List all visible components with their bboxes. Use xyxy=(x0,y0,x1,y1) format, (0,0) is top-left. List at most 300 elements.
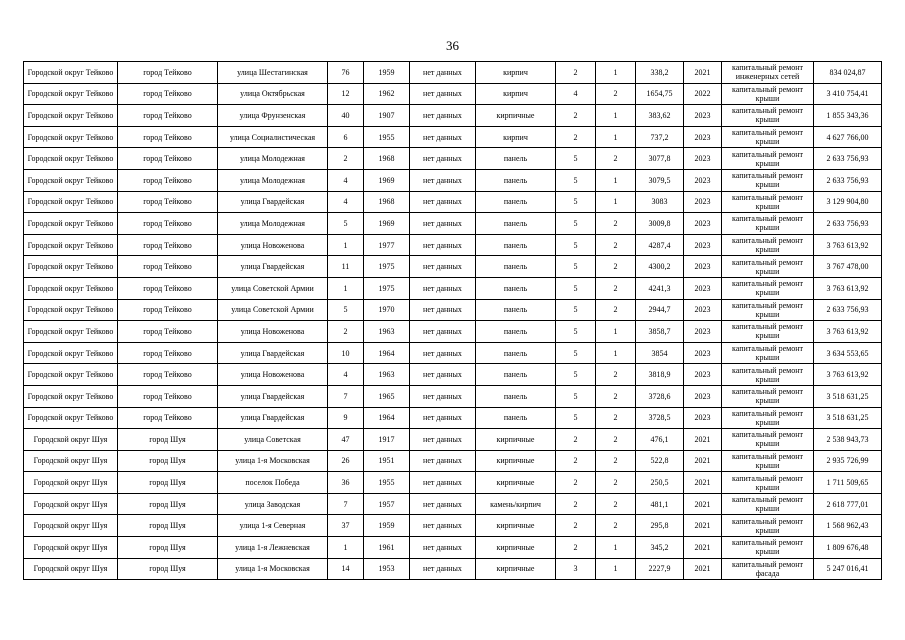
table-row xyxy=(24,277,882,299)
table-row xyxy=(24,537,882,559)
cell-work-type: капитальный ремонт крыши xyxy=(722,537,814,559)
cell-district: Городской округ Тейково xyxy=(24,83,118,105)
cell-wall-material: кирпичные xyxy=(476,515,556,537)
cell-condition: нет данных xyxy=(410,493,476,515)
cell-wall-material: панель xyxy=(476,234,556,256)
cell-wall-material: кирпичные xyxy=(476,105,556,127)
cell-year-built: 1907 xyxy=(364,105,410,127)
cell-house-number: 37 xyxy=(328,515,364,537)
cell-amount: 2 633 756,93 xyxy=(814,213,882,235)
cell-year-built: 1959 xyxy=(364,62,410,84)
cell-condition: нет данных xyxy=(410,169,476,191)
cell-street: улица Молодежная xyxy=(218,213,328,235)
cell-district: Городской округ Тейково xyxy=(24,191,118,213)
cell-wall-material: панель xyxy=(476,321,556,343)
table-row xyxy=(24,213,882,235)
page-number: 36 xyxy=(446,38,459,53)
cell-repair-year: 2023 xyxy=(684,234,722,256)
cell-repair-year: 2023 xyxy=(684,191,722,213)
cell-repair-year: 2023 xyxy=(684,105,722,127)
cell-wall-material: кирпичные xyxy=(476,450,556,472)
table-row xyxy=(24,450,882,472)
cell-floors: 5 xyxy=(556,191,596,213)
cell-amount: 2 633 756,93 xyxy=(814,148,882,170)
cell-year-built: 1965 xyxy=(364,385,410,407)
cell-locality: город Тейково xyxy=(118,342,218,364)
cell-district: Городской округ Тейково xyxy=(24,169,118,191)
cell-entrances: 2 xyxy=(596,213,636,235)
cell-street: улица Советской Армии xyxy=(218,277,328,299)
cell-work-type: капитальный ремонт крыши xyxy=(722,191,814,213)
cell-floors: 2 xyxy=(556,472,596,494)
table-row xyxy=(24,493,882,515)
cell-house-number: 5 xyxy=(328,299,364,321)
cell-district: Городской округ Тейково xyxy=(24,213,118,235)
cell-wall-material: панель xyxy=(476,299,556,321)
cell-street: улица Советской Армии xyxy=(218,299,328,321)
cell-work-type: капитальный ремонт фасада xyxy=(722,558,814,580)
cell-entrances: 1 xyxy=(596,191,636,213)
cell-repair-year: 2023 xyxy=(684,385,722,407)
cell-condition: нет данных xyxy=(410,105,476,127)
cell-entrances: 2 xyxy=(596,364,636,386)
cell-area: 250,5 xyxy=(636,472,684,494)
cell-wall-material: панель xyxy=(476,385,556,407)
cell-district: Городской округ Тейково xyxy=(24,342,118,364)
cell-entrances: 1 xyxy=(596,342,636,364)
cell-entrances: 2 xyxy=(596,429,636,451)
table-row xyxy=(24,472,882,494)
cell-repair-year: 2023 xyxy=(684,321,722,343)
cell-entrances: 2 xyxy=(596,472,636,494)
cell-amount: 3 518 631,25 xyxy=(814,385,882,407)
cell-work-type: капитальный ремонт крыши xyxy=(722,493,814,515)
table-body xyxy=(24,62,882,580)
table-row xyxy=(24,148,882,170)
cell-area: 4241,3 xyxy=(636,277,684,299)
cell-locality: город Тейково xyxy=(118,234,218,256)
cell-area: 3728,5 xyxy=(636,407,684,429)
cell-year-built: 1963 xyxy=(364,364,410,386)
cell-house-number: 1 xyxy=(328,234,364,256)
cell-work-type: капитальный ремонт крыши xyxy=(722,213,814,235)
cell-entrances: 1 xyxy=(596,126,636,148)
cell-floors: 5 xyxy=(556,407,596,429)
cell-area: 3728,6 xyxy=(636,385,684,407)
table-row xyxy=(24,126,882,148)
cell-condition: нет данных xyxy=(410,83,476,105)
cell-repair-year: 2022 xyxy=(684,83,722,105)
cell-year-built: 1951 xyxy=(364,450,410,472)
cell-condition: нет данных xyxy=(410,472,476,494)
cell-house-number: 12 xyxy=(328,83,364,105)
cell-locality: город Шуя xyxy=(118,515,218,537)
cell-street: улица Молодежная xyxy=(218,169,328,191)
cell-house-number: 11 xyxy=(328,256,364,278)
cell-wall-material: панель xyxy=(476,213,556,235)
cell-amount: 2 538 943,73 xyxy=(814,429,882,451)
cell-wall-material: кирпичные xyxy=(476,558,556,580)
cell-locality: город Тейково xyxy=(118,105,218,127)
cell-repair-year: 2023 xyxy=(684,299,722,321)
cell-locality: город Тейково xyxy=(118,364,218,386)
cell-district: Городской округ Тейково xyxy=(24,364,118,386)
cell-house-number: 4 xyxy=(328,191,364,213)
cell-area: 1654,75 xyxy=(636,83,684,105)
cell-area: 3083 xyxy=(636,191,684,213)
cell-district: Городской округ Тейково xyxy=(24,299,118,321)
cell-entrances: 2 xyxy=(596,256,636,278)
cell-work-type: капитальный ремонт крыши xyxy=(722,321,814,343)
cell-house-number: 4 xyxy=(328,364,364,386)
table-row xyxy=(24,169,882,191)
table-row xyxy=(24,429,882,451)
cell-repair-year: 2021 xyxy=(684,429,722,451)
cell-condition: нет данных xyxy=(410,515,476,537)
cell-district: Городской округ Шуя xyxy=(24,493,118,515)
cell-floors: 2 xyxy=(556,105,596,127)
cell-entrances: 2 xyxy=(596,148,636,170)
cell-house-number: 9 xyxy=(328,407,364,429)
cell-house-number: 1 xyxy=(328,277,364,299)
cell-work-type: капитальный ремонт крыши xyxy=(722,256,814,278)
cell-year-built: 1957 xyxy=(364,493,410,515)
cell-amount: 3 767 478,00 xyxy=(814,256,882,278)
cell-house-number: 2 xyxy=(328,321,364,343)
cell-year-built: 1955 xyxy=(364,126,410,148)
cell-repair-year: 2021 xyxy=(684,472,722,494)
cell-entrances: 2 xyxy=(596,493,636,515)
cell-condition: нет данных xyxy=(410,148,476,170)
cell-house-number: 47 xyxy=(328,429,364,451)
cell-street: улица 1-я Московская xyxy=(218,450,328,472)
cell-street: улица Октябрьская xyxy=(218,83,328,105)
cell-condition: нет данных xyxy=(410,407,476,429)
cell-wall-material: кирпичные xyxy=(476,472,556,494)
table-row xyxy=(24,342,882,364)
cell-street: улица Заводская xyxy=(218,493,328,515)
cell-year-built: 1953 xyxy=(364,558,410,580)
cell-house-number: 40 xyxy=(328,105,364,127)
cell-street: улица 1-я Лежневская xyxy=(218,537,328,559)
table-row xyxy=(24,62,882,84)
cell-district: Городской округ Шуя xyxy=(24,537,118,559)
cell-street: улица Шестагинская xyxy=(218,62,328,84)
cell-entrances: 1 xyxy=(596,321,636,343)
cell-district: Городской округ Шуя xyxy=(24,429,118,451)
cell-condition: нет данных xyxy=(410,299,476,321)
cell-floors: 2 xyxy=(556,450,596,472)
cell-district: Городской округ Тейково xyxy=(24,126,118,148)
cell-work-type: капитальный ремонт крыши xyxy=(722,364,814,386)
cell-condition: нет данных xyxy=(410,450,476,472)
cell-work-type: капитальный ремонт крыши xyxy=(722,407,814,429)
cell-floors: 5 xyxy=(556,256,596,278)
cell-condition: нет данных xyxy=(410,321,476,343)
cell-wall-material: панель xyxy=(476,169,556,191)
cell-work-type: капитальный ремонт крыши xyxy=(722,277,814,299)
cell-area: 737,2 xyxy=(636,126,684,148)
cell-wall-material: панель xyxy=(476,342,556,364)
cell-amount: 2 633 756,93 xyxy=(814,299,882,321)
table-row xyxy=(24,385,882,407)
cell-repair-year: 2021 xyxy=(684,558,722,580)
cell-area: 3079,5 xyxy=(636,169,684,191)
cell-year-built: 1955 xyxy=(364,472,410,494)
cell-wall-material: панель xyxy=(476,191,556,213)
cell-condition: нет данных xyxy=(410,429,476,451)
cell-year-built: 1977 xyxy=(364,234,410,256)
cell-wall-material: кирпич xyxy=(476,83,556,105)
table-row xyxy=(24,105,882,127)
cell-amount: 1 568 962,43 xyxy=(814,515,882,537)
cell-year-built: 1964 xyxy=(364,407,410,429)
cell-condition: нет данных xyxy=(410,537,476,559)
cell-wall-material: панель xyxy=(476,256,556,278)
table-row xyxy=(24,299,882,321)
cell-street: улица Гвардейская xyxy=(218,256,328,278)
cell-floors: 4 xyxy=(556,83,596,105)
cell-work-type: капитальный ремонт крыши xyxy=(722,234,814,256)
cell-repair-year: 2021 xyxy=(684,537,722,559)
cell-locality: город Шуя xyxy=(118,558,218,580)
cell-entrances: 1 xyxy=(596,169,636,191)
cell-repair-year: 2023 xyxy=(684,148,722,170)
cell-year-built: 1964 xyxy=(364,342,410,364)
cell-year-built: 1959 xyxy=(364,515,410,537)
cell-repair-year: 2023 xyxy=(684,342,722,364)
table-row xyxy=(24,321,882,343)
cell-area: 338,2 xyxy=(636,62,684,84)
cell-entrances: 2 xyxy=(596,450,636,472)
cell-locality: город Шуя xyxy=(118,429,218,451)
cell-condition: нет данных xyxy=(410,126,476,148)
cell-work-type: капитальный ремонт крыши xyxy=(722,515,814,537)
table-row xyxy=(24,558,882,580)
cell-entrances: 2 xyxy=(596,83,636,105)
cell-floors: 5 xyxy=(556,321,596,343)
cell-year-built: 1969 xyxy=(364,213,410,235)
cell-floors: 5 xyxy=(556,277,596,299)
cell-house-number: 2 xyxy=(328,148,364,170)
cell-entrances: 2 xyxy=(596,234,636,256)
cell-street: улица Новоженова xyxy=(218,364,328,386)
cell-floors: 5 xyxy=(556,385,596,407)
cell-street: улица Гвардейская xyxy=(218,342,328,364)
cell-floors: 5 xyxy=(556,213,596,235)
cell-locality: город Тейково xyxy=(118,213,218,235)
cell-locality: город Тейково xyxy=(118,385,218,407)
cell-amount: 2 633 756,93 xyxy=(814,169,882,191)
cell-amount: 1 809 676,48 xyxy=(814,537,882,559)
cell-amount: 2 935 726,99 xyxy=(814,450,882,472)
cell-floors: 2 xyxy=(556,515,596,537)
cell-condition: нет данных xyxy=(410,62,476,84)
cell-work-type: капитальный ремонт крыши xyxy=(722,83,814,105)
cell-floors: 5 xyxy=(556,299,596,321)
cell-floors: 2 xyxy=(556,537,596,559)
cell-area: 4300,2 xyxy=(636,256,684,278)
cell-floors: 5 xyxy=(556,148,596,170)
cell-year-built: 1961 xyxy=(364,537,410,559)
cell-entrances: 2 xyxy=(596,515,636,537)
cell-street: улица Гвардейская xyxy=(218,191,328,213)
cell-repair-year: 2021 xyxy=(684,515,722,537)
cell-work-type: капитальный ремонт инженерных сетей xyxy=(722,62,814,84)
cell-wall-material: кирпичные xyxy=(476,429,556,451)
cell-locality: город Шуя xyxy=(118,537,218,559)
cell-amount: 4 627 766,00 xyxy=(814,126,882,148)
cell-house-number: 7 xyxy=(328,385,364,407)
cell-locality: город Тейково xyxy=(118,299,218,321)
cell-district: Городской округ Тейково xyxy=(24,277,118,299)
cell-locality: город Тейково xyxy=(118,62,218,84)
cell-area: 3854 xyxy=(636,342,684,364)
cell-locality: город Тейково xyxy=(118,169,218,191)
cell-district: Городской округ Тейково xyxy=(24,407,118,429)
cell-condition: нет данных xyxy=(410,234,476,256)
cell-locality: город Тейково xyxy=(118,256,218,278)
cell-year-built: 1917 xyxy=(364,429,410,451)
cell-amount: 3 763 613,92 xyxy=(814,364,882,386)
cell-street: улица 1-я Северная xyxy=(218,515,328,537)
cell-house-number: 1 xyxy=(328,537,364,559)
cell-floors: 5 xyxy=(556,234,596,256)
cell-amount: 3 410 754,41 xyxy=(814,83,882,105)
cell-work-type: капитальный ремонт крыши xyxy=(722,299,814,321)
cell-locality: город Шуя xyxy=(118,472,218,494)
cell-area: 522,8 xyxy=(636,450,684,472)
cell-floors: 2 xyxy=(556,126,596,148)
cell-locality: город Шуя xyxy=(118,493,218,515)
cell-year-built: 1975 xyxy=(364,256,410,278)
cell-work-type: капитальный ремонт крыши xyxy=(722,472,814,494)
cell-locality: город Тейково xyxy=(118,148,218,170)
cell-locality: город Шуя xyxy=(118,450,218,472)
cell-house-number: 6 xyxy=(328,126,364,148)
cell-entrances: 1 xyxy=(596,105,636,127)
cell-repair-year: 2023 xyxy=(684,256,722,278)
cell-district: Городской округ Шуя xyxy=(24,472,118,494)
table-row xyxy=(24,364,882,386)
cell-wall-material: панель xyxy=(476,148,556,170)
cell-wall-material: камень/кирпич xyxy=(476,493,556,515)
cell-house-number: 7 xyxy=(328,493,364,515)
cell-repair-year: 2021 xyxy=(684,493,722,515)
cell-repair-year: 2023 xyxy=(684,126,722,148)
cell-condition: нет данных xyxy=(410,191,476,213)
cell-entrances: 2 xyxy=(596,407,636,429)
cell-district: Городской округ Шуя xyxy=(24,515,118,537)
cell-condition: нет данных xyxy=(410,364,476,386)
cell-locality: город Тейково xyxy=(118,83,218,105)
cell-floors: 5 xyxy=(556,342,596,364)
cell-condition: нет данных xyxy=(410,385,476,407)
cell-year-built: 1962 xyxy=(364,83,410,105)
cell-area: 481,1 xyxy=(636,493,684,515)
cell-house-number: 5 xyxy=(328,213,364,235)
cell-floors: 2 xyxy=(556,62,596,84)
cell-amount: 5 247 016,41 xyxy=(814,558,882,580)
cell-street: улица 1-я Московская xyxy=(218,558,328,580)
cell-locality: город Тейково xyxy=(118,191,218,213)
cell-amount: 3 763 613,92 xyxy=(814,277,882,299)
cell-area: 345,2 xyxy=(636,537,684,559)
cell-amount: 1 855 343,36 xyxy=(814,105,882,127)
cell-condition: нет данных xyxy=(410,213,476,235)
cell-street: улица Гвардейская xyxy=(218,385,328,407)
cell-entrances: 2 xyxy=(596,299,636,321)
cell-wall-material: панель xyxy=(476,407,556,429)
cell-house-number: 14 xyxy=(328,558,364,580)
cell-street: улица Молодежная xyxy=(218,148,328,170)
cell-floors: 3 xyxy=(556,558,596,580)
cell-repair-year: 2023 xyxy=(684,169,722,191)
cell-street: улица Новоженова xyxy=(218,321,328,343)
cell-locality: город Тейково xyxy=(118,407,218,429)
cell-street: улица Социалистическая xyxy=(218,126,328,148)
cell-district: Городской округ Шуя xyxy=(24,450,118,472)
table-row xyxy=(24,256,882,278)
cell-amount: 3 634 553,65 xyxy=(814,342,882,364)
cell-district: Городской округ Тейково xyxy=(24,385,118,407)
cell-area: 295,8 xyxy=(636,515,684,537)
cell-area: 4287,4 xyxy=(636,234,684,256)
cell-district: Городской округ Тейково xyxy=(24,148,118,170)
cell-condition: нет данных xyxy=(410,342,476,364)
cell-condition: нет данных xyxy=(410,558,476,580)
cell-street: улица Фрунзенская xyxy=(218,105,328,127)
cell-work-type: капитальный ремонт крыши xyxy=(722,385,814,407)
cell-house-number: 10 xyxy=(328,342,364,364)
cell-street: улица Новоженова xyxy=(218,234,328,256)
cell-wall-material: панель xyxy=(476,277,556,299)
cell-work-type: капитальный ремонт крыши xyxy=(722,342,814,364)
cell-year-built: 1969 xyxy=(364,169,410,191)
cell-area: 3009,8 xyxy=(636,213,684,235)
cell-work-type: капитальный ремонт крыши xyxy=(722,429,814,451)
cell-floors: 5 xyxy=(556,364,596,386)
cell-street: улица Гвардейская xyxy=(218,407,328,429)
cell-street: поселок Победа xyxy=(218,472,328,494)
cell-year-built: 1968 xyxy=(364,148,410,170)
cell-area: 383,62 xyxy=(636,105,684,127)
cell-district: Городской округ Тейково xyxy=(24,62,118,84)
cell-repair-year: 2021 xyxy=(684,62,722,84)
cell-entrances: 1 xyxy=(596,558,636,580)
cell-street: улица Советская xyxy=(218,429,328,451)
cell-work-type: капитальный ремонт крыши xyxy=(722,105,814,127)
cell-district: Городской округ Тейково xyxy=(24,105,118,127)
cell-house-number: 36 xyxy=(328,472,364,494)
cell-work-type: капитальный ремонт крыши xyxy=(722,126,814,148)
table-row xyxy=(24,515,882,537)
cell-work-type: капитальный ремонт крыши xyxy=(722,169,814,191)
cell-amount: 3 763 613,92 xyxy=(814,321,882,343)
cell-area: 3818,9 xyxy=(636,364,684,386)
cell-entrances: 1 xyxy=(596,537,636,559)
cell-amount: 3 763 613,92 xyxy=(814,234,882,256)
cell-entrances: 1 xyxy=(596,62,636,84)
cell-house-number: 26 xyxy=(328,450,364,472)
cell-year-built: 1963 xyxy=(364,321,410,343)
table-row xyxy=(24,407,882,429)
cell-entrances: 2 xyxy=(596,277,636,299)
cell-year-built: 1968 xyxy=(364,191,410,213)
cell-area: 476,1 xyxy=(636,429,684,451)
cell-repair-year: 2023 xyxy=(684,407,722,429)
cell-year-built: 1970 xyxy=(364,299,410,321)
